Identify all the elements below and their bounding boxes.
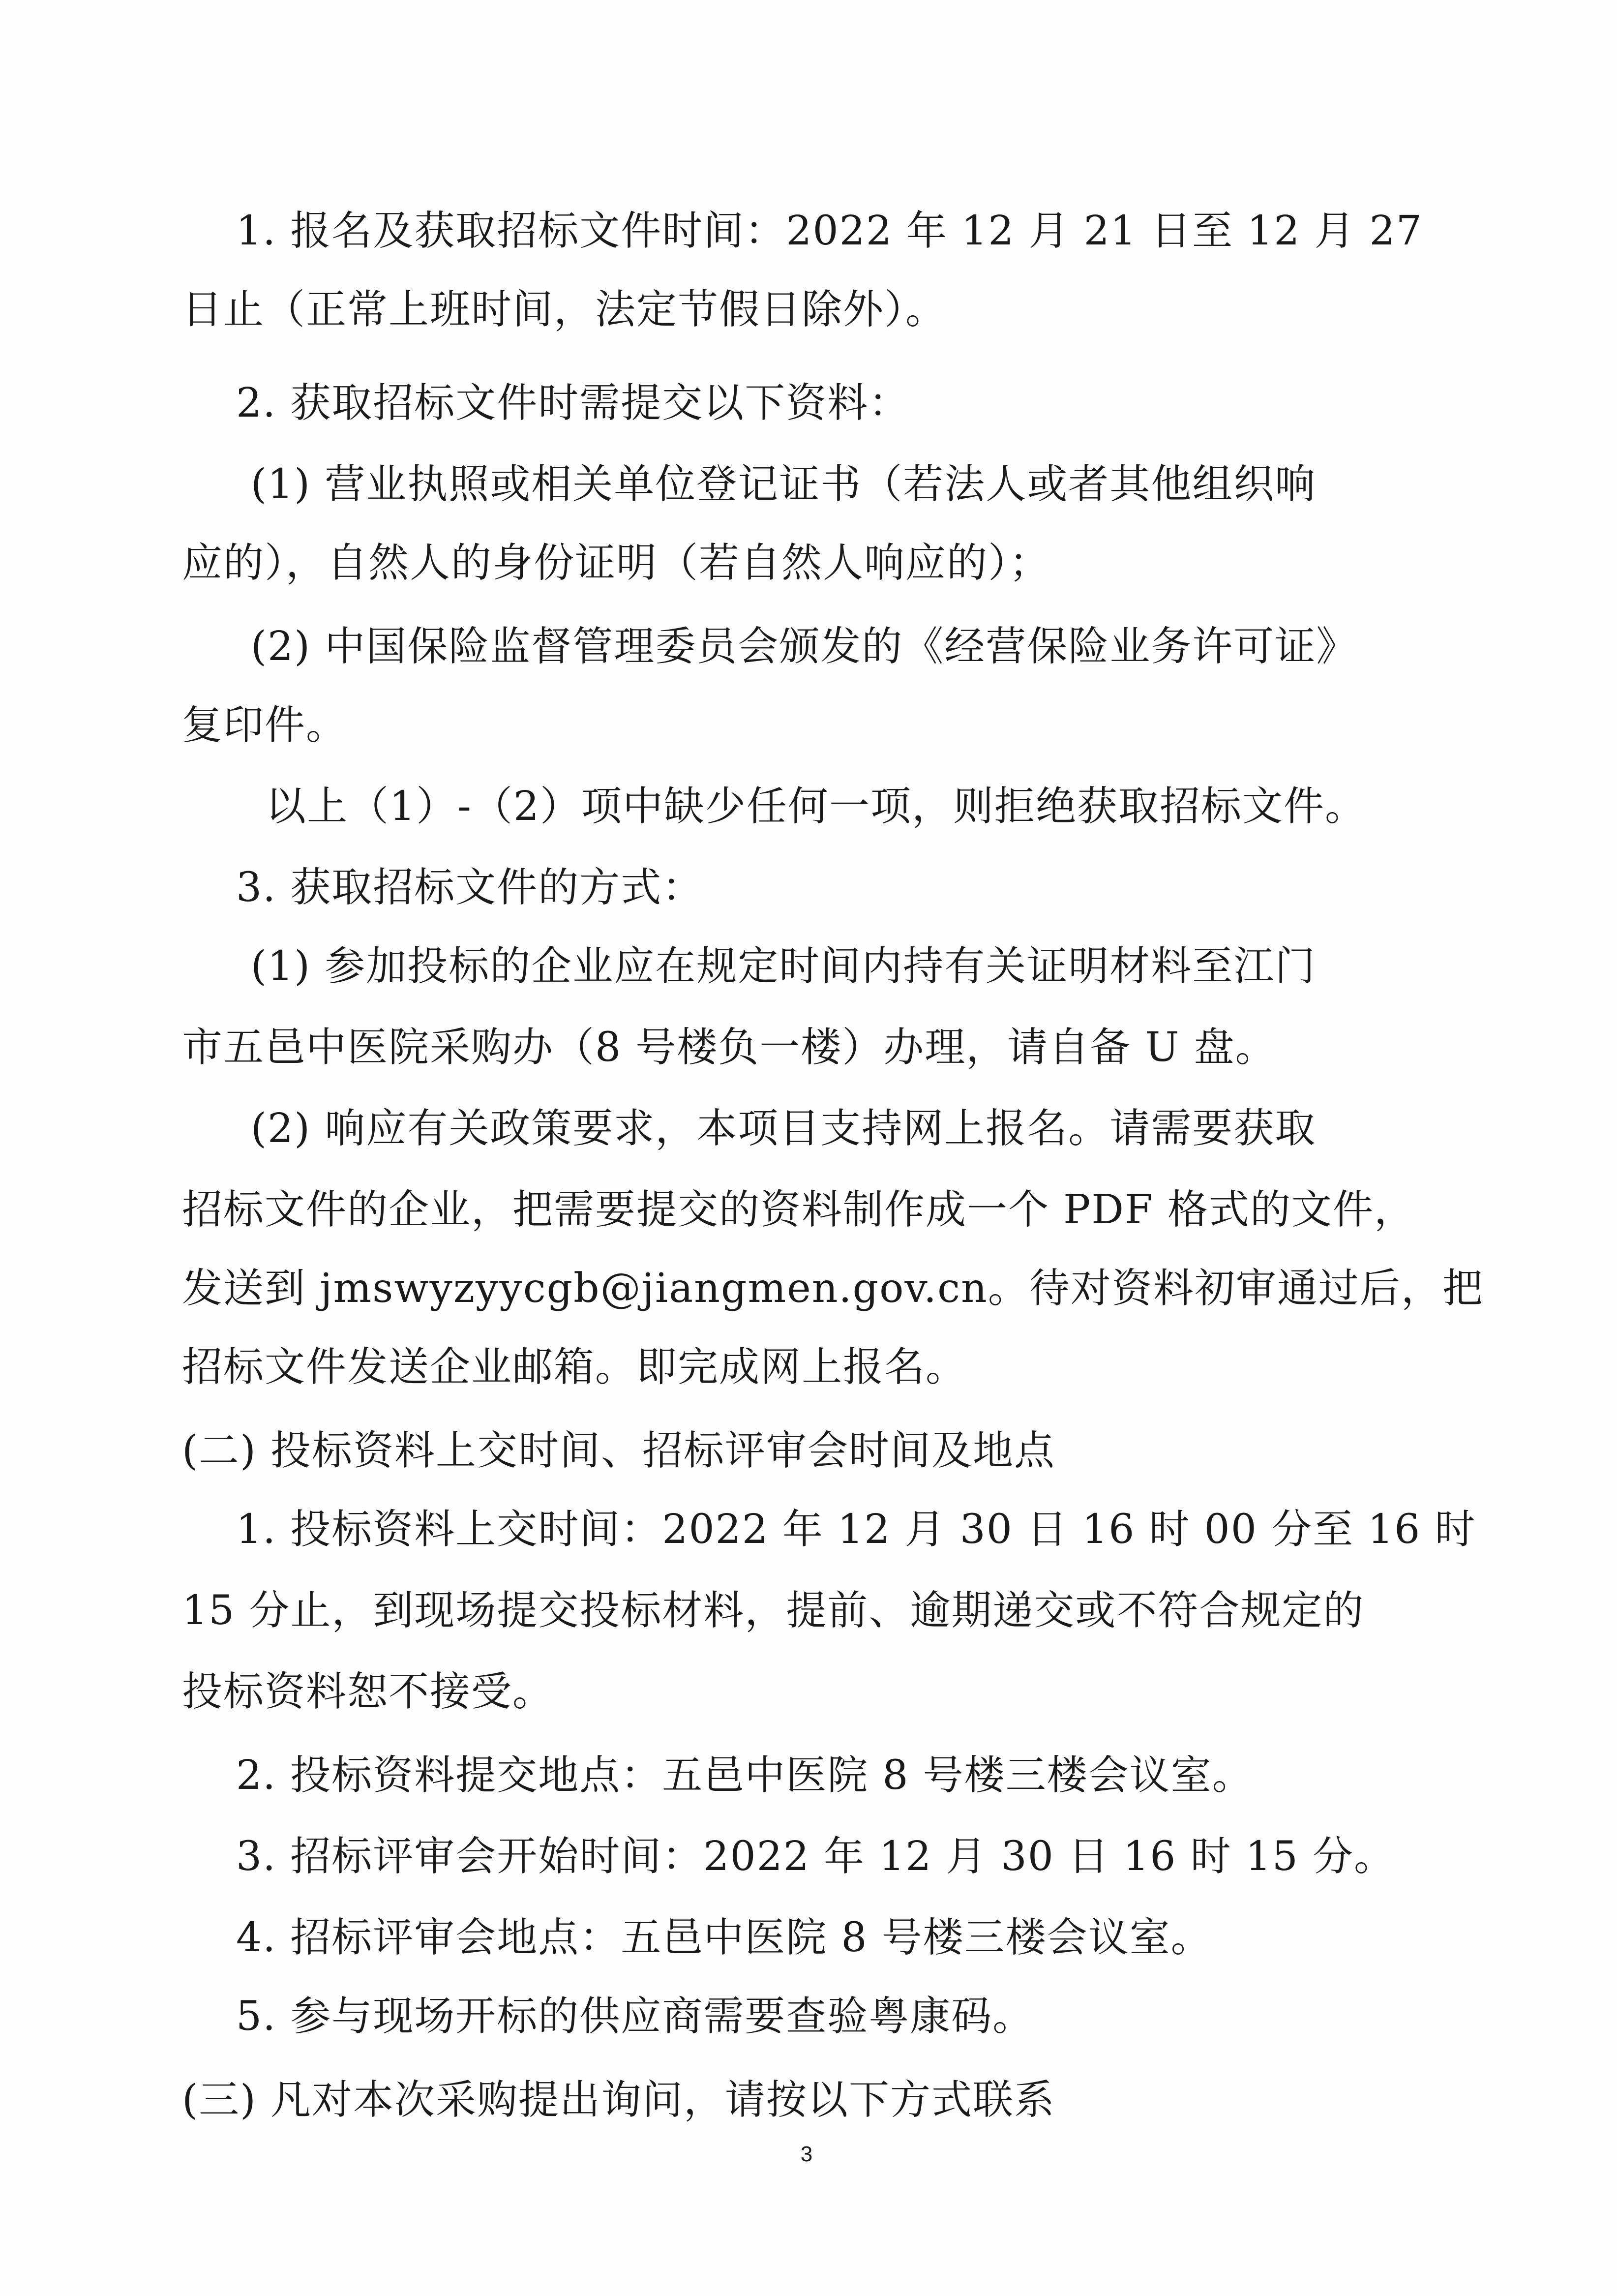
text-line: 招标文件发送企业邮箱。即完成网上报名。	[182, 1344, 967, 1390]
page-number: 3	[800, 2142, 813, 2166]
text-line: 日止（正常上班时间，法定节假日除外）。	[182, 286, 947, 333]
section-heading: (二) 投标资料上交时间、招标评审会时间及地点	[182, 1427, 1056, 1474]
text-line: 3. 招标评审会开始时间：2022 年 12 月 30 日 16 时 15 分。	[236, 1833, 1395, 1880]
text-line: 市五邑中医院采购办（8 号楼负一楼）办理，请自备 U 盘。	[182, 1024, 1277, 1071]
text-line: (1) 参加投标的企业应在规定时间内持有关证明材料至江门	[251, 943, 1317, 990]
text-line: (2) 中国保险监督管理委员会颁发的《经营保险业务许可证》	[251, 623, 1358, 670]
section-heading: (三) 凡对本次采购提出询问，请按以下方式联系	[182, 2077, 1056, 2123]
text-line: 发送到 jmswyzyycgb@jiangmen.gov.cn。待对资料初审通过后，把	[182, 1265, 1484, 1312]
text-line: 2. 投标资料提交地点：五邑中医院 8 号楼三楼会议室。	[236, 1752, 1254, 1799]
text-line: 15 分止，到现场提交投标材料，提前、逾期递交或不符合规定的	[182, 1587, 1365, 1634]
text-line: 4. 招标评审会地点：五邑中医院 8 号楼三楼会议室。	[236, 1914, 1212, 1961]
text-line: 投标资料恕不接受。	[182, 1668, 554, 1715]
text-line: 1. 投标资料上交时间：2022 年 12 月 30 日 16 时 00 分至 16 时	[236, 1506, 1476, 1553]
text-line: (2) 响应有关政策要求，本项目支持网上报名。请需要获取	[251, 1105, 1317, 1152]
text-line: 复印件。	[182, 702, 348, 749]
text-line: 3. 获取招标文件的方式：	[236, 864, 704, 911]
text-line: 以上（1）-（2）项中缺少任何一项，则拒绝获取招标文件。	[266, 783, 1367, 830]
text-line: 5. 参与现场开标的供应商需要查验粤康码。	[236, 1993, 1034, 2040]
text-line: (1) 营业执照或相关单位登记证书（若法人或者其他组织响	[251, 461, 1317, 508]
text-line: 招标文件的企业，把需要提交的资料制作成一个 PDF 格式的文件，	[182, 1186, 1415, 1233]
text-line: 2. 获取招标文件时需提交以下资料：	[236, 380, 910, 426]
text-line: 应的），自然人的身份证明（若自然人响应的）；	[182, 540, 1051, 586]
text-line: 1. 报名及获取招标文件时间：2022 年 12 月 21 日至 12 月 27	[236, 208, 1423, 254]
